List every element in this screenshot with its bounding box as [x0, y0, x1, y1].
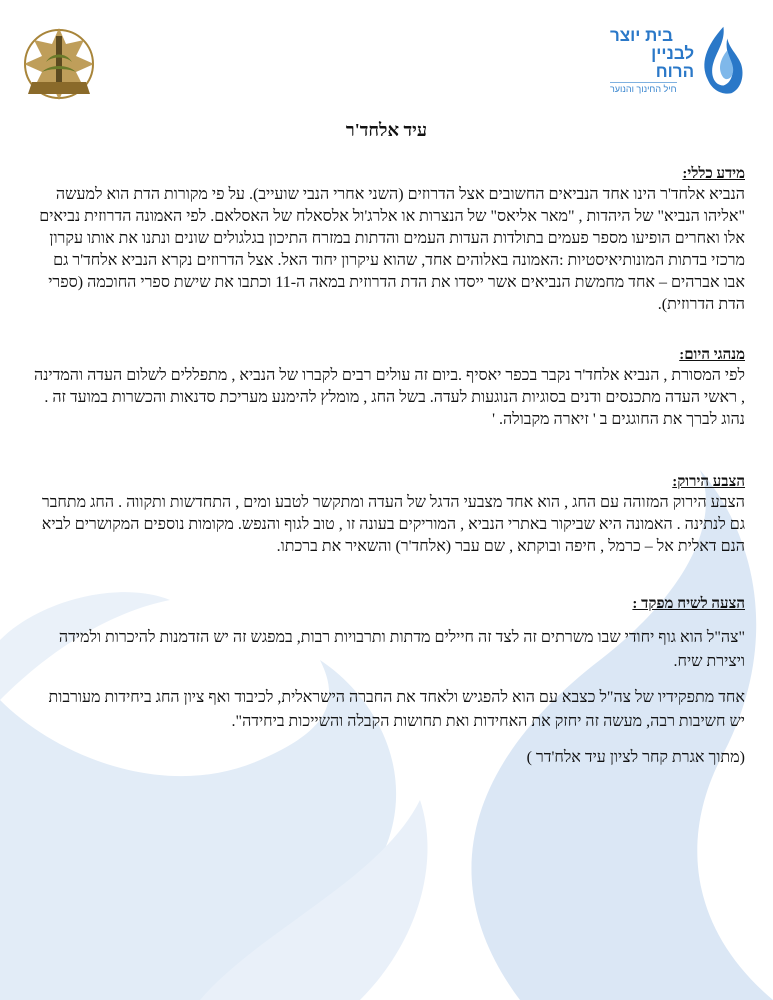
section-heading: הצבע הירוק: — [672, 474, 745, 490]
section-paragraph: אחד מתפקידיו של צה"ל כצבא עם הוא להפגיש ולאחד את החברה הישראלית, לכיבוד ואף ציון החג ביחידות מעורבות יש חשיבות רבה, מעשה זה יחזק את האחידות ואת תחושות הקבלה והשייכות ביחידה". — [48, 689, 745, 730]
idf-emblem-icon — [18, 22, 100, 107]
section-body: הצבע הירוק המזוהה עם החג , הוא אחד מצבעי הדגל של העדה ומתקשר לטבע ומים , התחדשות ותקווה . החג מתחבר גם לנתינה . האמונה היא שביקור באתרי הנביא , המוריקים בעונה זו , טוב לגוף והנפש. מקומות נוספים המקושרים לביא הנם דאלית אל – כרמל , חיפה ובוקתא , שם עבר (אלחד'ר) והשאיר את ברכתו. — [41, 494, 745, 555]
section-general-info — [29, 164, 745, 316]
page-title: עיד אלחד'ר — [345, 120, 428, 140]
section-paragraph: "צה"ל הוא גוף יחודי שבו משרתים זה לצד זה חיילים מדתות ותרבויות רבות, במפגש זה יש הזדמנות להיכרות ולמידה ויצירת שיח. — [58, 629, 745, 670]
logo-title-line2: לבניין הרוח — [651, 44, 695, 81]
logo-title-line1: בית יוצר — [610, 26, 674, 45]
beit-yotzer-logo — [610, 22, 745, 100]
section-body: לפי המסורת , הנביא אלחד'ר נקבר בכפר יאסיף .ביום זה עולים רבים לקברו של הנביא , מתפללים לשלום העדה והמדינה , ראשי העדה מתכנסים ודנים בסוגיות הנוגעות לעדה. בשל החג , מומלץ להימנע מעריכת סדנאות והכשרות במועד זה . נהוג לברך את החוגגים ב ' זיארה מקבולה. ' — [34, 367, 745, 428]
section-heading: מנהגי היום: — [679, 347, 745, 363]
logo-subtitle: חיל החינוך והנוער — [610, 84, 677, 94]
flame-icon — [698, 24, 745, 98]
section-heading: הצעה לשיח מפקד : — [632, 596, 745, 612]
section-day-customs — [29, 345, 745, 431]
section-body: הנביא אלחד'ר הינו אחד הנביאים החשובים אצל הדרוזים (השני אחרי הנבי שועייב). על פי מקורות הדת הוא למעשה "אליהו הנביא" של היהדות , "מאר אליאס" של הנצרות או אלרג'ול אלסאלח של האסלאם. לפי האמונה הדרוזית נביאים אלו ואחרים הופיעו מספר פעמים בתולדות העדות העמים והדתות במזרח התיכון בגלגולים שונים ונתנו את אותו עקרון מרכזי בדתות המונותיאיסטיות :האמונה באלוהים אחד, שהוא עיקרון יחוד האל. אצל הדרוזים נקרא הנביא אלחד'ר גם אבו אברהים – אחד מחמשת הנביאים אשר ייסדו את הדת הדרוזית במאה ה-11 וכתבו את שישת ספרי החוכמה (ספרי הדת הדרוזית). — [39, 186, 745, 313]
section-heading: מידע כללי: — [682, 166, 745, 182]
section-commander-talk — [29, 594, 745, 782]
logo-texts — [610, 27, 694, 95]
quote-source: (מתוך אגרת קחר לציון עיד אלח'דר ) — [526, 749, 745, 766]
section-green-color — [29, 472, 745, 558]
